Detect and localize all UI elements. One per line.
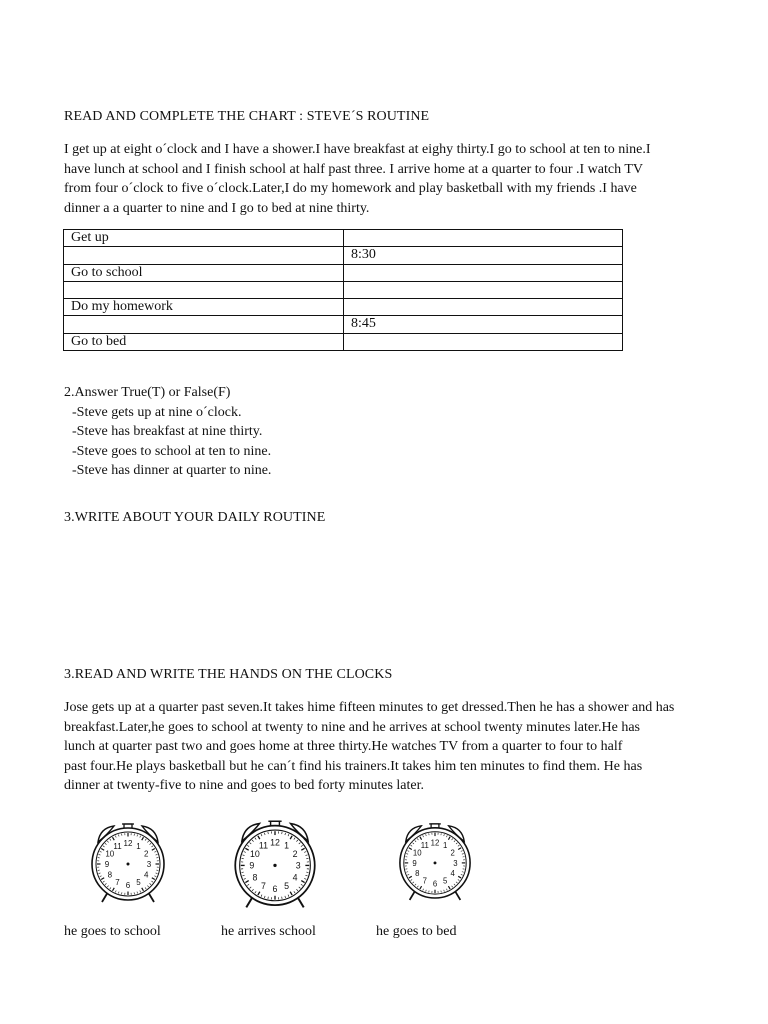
clock-number: 1 — [443, 841, 448, 851]
paragraph-line: have lunch at school and I finish school at half past three. I arrive home at a quarter to four .I watch TV — [64, 161, 643, 177]
routine-paragraph — [64, 140, 734, 218]
paragraph-line: dinner at twenty-five to nine and goes to bed forty minutes later. — [64, 778, 425, 793]
clock-number: 2 — [143, 849, 149, 859]
clock-number: 6 — [432, 879, 438, 889]
clock-number: 7 — [115, 878, 120, 888]
chart-row — [64, 316, 623, 333]
jose-paragraph — [64, 698, 730, 796]
clock-number: 11 — [420, 841, 429, 851]
chart-time-cell[interactable]: 8:45 — [344, 316, 623, 333]
chart-time-cell[interactable] — [344, 230, 623, 247]
clock-number: 2 — [292, 849, 298, 860]
clock-center — [273, 864, 276, 867]
chart-row — [64, 333, 623, 350]
chart-activity-cell[interactable] — [64, 316, 344, 333]
clock-number: 12 — [123, 839, 133, 848]
clock-number: 7 — [260, 880, 266, 891]
clock-center — [434, 861, 437, 864]
alarm-clock-icon[interactable] — [396, 812, 474, 906]
chart-activity-cell[interactable] — [64, 281, 344, 298]
chart-activity-cell[interactable] — [64, 247, 344, 264]
section1-heading: READ AND COMPLETE THE CHART : STEVE´S ROUTINE — [64, 109, 430, 124]
clock-number: 10 — [105, 849, 115, 859]
clock-center — [127, 863, 130, 866]
clock-caption: he goes to school — [64, 924, 161, 939]
clock-number: 3 — [453, 858, 458, 868]
clock-number: 4 — [292, 872, 298, 883]
true-false-item: -Steve has dinner at quarter to nine. — [72, 463, 272, 478]
chart-activity-cell[interactable]: Go to bed — [64, 333, 344, 350]
clock-number: 4 — [143, 870, 149, 880]
chart-activity-cell[interactable]: Get up — [64, 230, 344, 247]
routine-chart — [63, 229, 623, 351]
chart-time-cell[interactable]: 8:30 — [344, 247, 623, 264]
clock-number: 10 — [250, 849, 260, 860]
clock-number: 6 — [125, 881, 131, 890]
true-false-item: -Steve has breakfast at nine thirty. — [72, 424, 263, 439]
clock-number: 4 — [450, 869, 455, 879]
alarm-clock-icon[interactable] — [230, 808, 320, 914]
clock-caption: he goes to bed — [376, 924, 457, 939]
paragraph-line: Jose gets up at a quarter past seven.It takes hime fifteen minutes to get dressed.Then he has a shower and has — [64, 700, 675, 715]
clock-number: 9 — [412, 858, 417, 868]
paragraph-line: past four.He plays basketball but he can´t find his trainers.It takes him ten minutes to find them. He has — [64, 758, 643, 774]
paragraph-line: from four o´clock to five o´clock.Later,I do my homework and play basketball with my friends .I have — [64, 181, 637, 196]
paragraph-line: lunch at quarter past two and goes home at three thirty.He watches TV from a quarter to four to half — [64, 739, 623, 754]
true-false-section — [64, 383, 271, 481]
chart-activity-cell[interactable]: Go to school — [64, 264, 344, 281]
clock-number: 10 — [412, 848, 422, 858]
chart-time-cell[interactable] — [344, 264, 623, 281]
clock-number: 7 — [422, 876, 427, 886]
clock-number: 8 — [107, 870, 113, 880]
paragraph-line: I get up at eight o´clock and I have a shower.I have breakfast at eighy thirty.I go to school at ten to nine.I — [64, 142, 651, 157]
clock-number: 12 — [270, 837, 280, 848]
paragraph-line: breakfast.Later,he goes to school at twenty to nine and he arrives at school twenty minutes later.He has — [64, 719, 640, 735]
clock-number: 5 — [284, 880, 290, 891]
clock-number: 8 — [252, 872, 258, 883]
clock-number: 5 — [136, 878, 141, 888]
clock-number: 3 — [146, 860, 152, 869]
paragraph-line: dinner a a quarter to nine and I go to bed at nine thirty. — [64, 200, 370, 216]
section3-heading: 3.WRITE ABOUT YOUR DAILY ROUTINE — [64, 510, 326, 525]
true-false-item: -Steve gets up at nine o´clock. — [72, 404, 242, 420]
clock-number: 11 — [113, 841, 122, 851]
chart-row — [64, 299, 623, 316]
clock-number: 9 — [249, 860, 255, 871]
clock-number: 9 — [104, 860, 110, 869]
chart-row — [64, 247, 623, 264]
clock-caption: he arrives school — [221, 924, 316, 939]
clock-number: 1 — [284, 840, 290, 851]
clock-number: 2 — [450, 848, 455, 858]
section2-heading: 2.Answer True(T) or False(F) — [64, 385, 231, 400]
clock-number: 6 — [272, 883, 278, 894]
chart-row — [64, 264, 623, 281]
clock-number: 12 — [430, 838, 440, 848]
clock-number: 3 — [295, 860, 301, 871]
chart-row — [64, 230, 623, 247]
chart-activity-cell[interactable]: Do my homework — [64, 299, 344, 316]
chart-row — [64, 281, 623, 298]
chart-time-cell[interactable] — [344, 281, 623, 298]
clock-number: 5 — [443, 876, 448, 886]
chart-time-cell[interactable] — [344, 299, 623, 316]
section4-heading: 3.READ AND WRITE THE HANDS ON THE CLOCKS — [64, 667, 393, 682]
alarm-clock-icon[interactable] — [88, 812, 168, 908]
true-false-item: -Steve goes to school at ten to nine. — [72, 443, 272, 459]
clock-number: 11 — [258, 840, 268, 851]
chart-time-cell[interactable] — [344, 333, 623, 350]
clock-number: 8 — [415, 869, 420, 879]
clock-number: 1 — [136, 841, 141, 851]
